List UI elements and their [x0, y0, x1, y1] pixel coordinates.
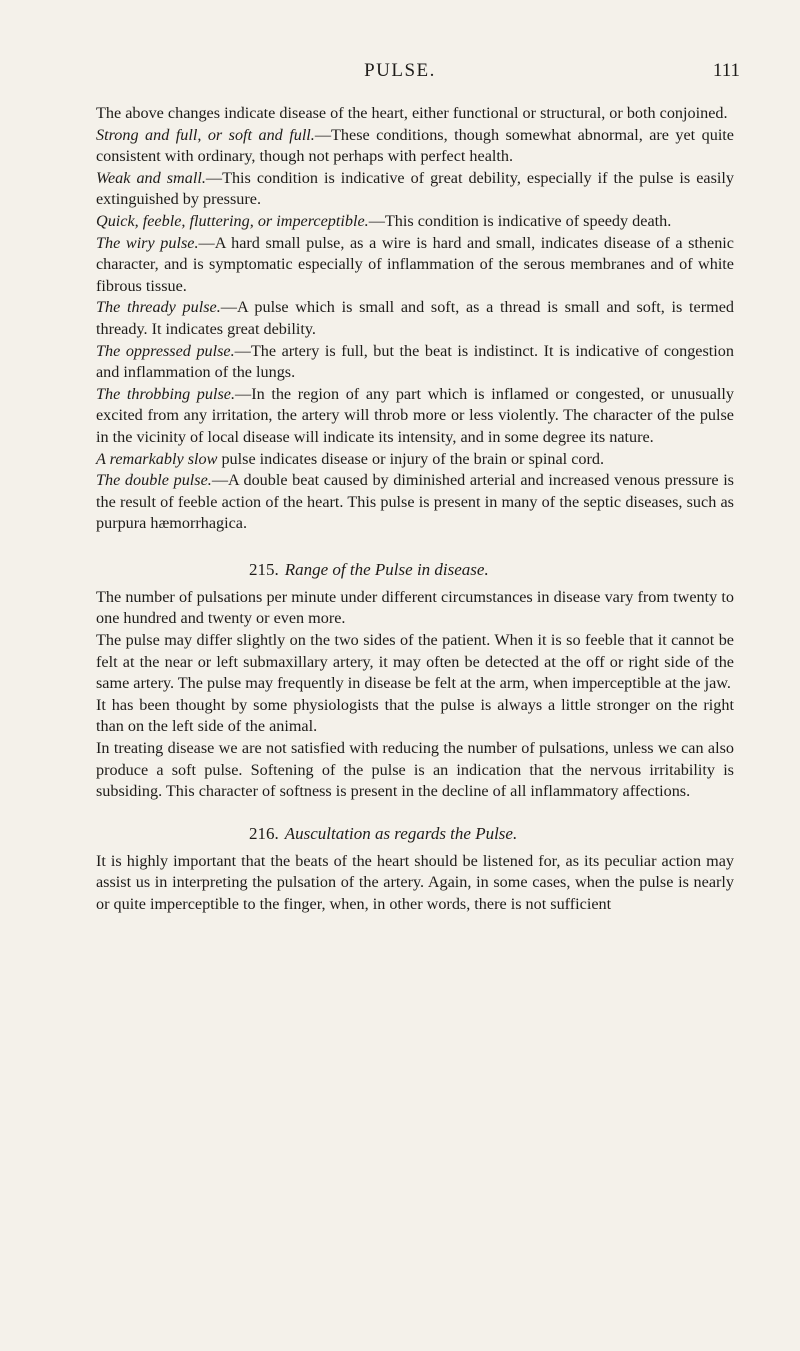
pulse-entry — [96, 233, 734, 298]
entry-term: The thready pulse. — [96, 298, 221, 317]
entry-term: The double pulse. — [96, 471, 212, 490]
entry-text: pulse indicates disease or injury of the brain or spinal cord. — [217, 449, 605, 468]
entry-text: —In the region of any part which is inflamed or congested, or unusually excited from any irritation, the artery will throb more or less violently. The character of the pulse in the vicinity of local disease will indicate its intensity, and in some degree its nature. — [96, 384, 734, 446]
pulse-entry — [96, 168, 734, 211]
section-heading — [96, 559, 734, 581]
running-head: PULSE. — [364, 60, 436, 81]
entry-text: —A pulse which is small and soft, as a thread is small and soft, is termed thready. It indicates great debility. — [96, 298, 734, 338]
entry-term: Strong and full, or soft and full. — [96, 125, 315, 144]
pulse-entry — [96, 470, 734, 535]
pulse-entry — [96, 211, 734, 233]
section-title: Range of the Pulse in disease. — [284, 559, 489, 579]
entry-term: A remarkably slow — [96, 449, 218, 468]
section-number: 216. — [249, 823, 279, 843]
paragraph: It has been thought by some physiologists that the pulse is always a little stronger on the right than on the left side of the animal. — [96, 695, 734, 736]
pulse-entry — [96, 297, 734, 340]
entry-text: —These conditions, though somewhat abnormal, are yet quite consistent with ordinary, though not perhaps with perfect health. — [96, 125, 734, 166]
entry-term: Quick, feeble, fluttering, or imperceptible. — [96, 211, 369, 230]
section-heading — [96, 823, 734, 845]
paragraph: It is highly important that the beats of the heart should be listened for, as its peculiar action may assist us in interpreting the pulsation of the artery. Again, in some cases, when the pulse is nearly or quite imperceptible to the finger, when, in other words, there is not sufficient — [96, 851, 734, 913]
pulse-entry — [96, 341, 734, 384]
entry-text: —A hard small pulse, as a wire is hard and small, indicates disease of a sthenic character, and is symptomatic especially of inflammation of the serous membranes and of white fibrous tissue. — [96, 233, 734, 295]
entry-text: —The artery is full, but the beat is indistinct. It is indicative of congestion and inflammation of the lungs. — [96, 341, 734, 382]
pulse-entry — [96, 125, 734, 168]
paragraph: In treating disease we are not satisfied with reducing the number of pulsations, unless we can also produce a soft pulse. Softening of the pulse is an indication that the nervous irritability is subsiding. This character of softness is present in the decline of all inflammatory affections. — [96, 739, 734, 801]
entry-text: —A double beat caused by diminished arterial and increased venous pressure is the result of feeble action of the heart. This pulse is present in many of the septic diseases, such as purpura hæmorrhagica. — [96, 471, 734, 533]
page-body — [96, 103, 734, 916]
entry-term: The throbbing pulse. — [96, 384, 236, 403]
page-header — [0, 60, 800, 90]
entry-text: —This condition is indicative of speedy death. — [368, 211, 672, 230]
entry-term: The wiry pulse. — [96, 233, 199, 252]
entry-term: Weak and small. — [96, 168, 206, 187]
paragraph: The number of pulsations per minute under different circumstances in disease vary from twenty to one hundred and twenty or even more. — [96, 587, 734, 628]
paragraph: The above changes indicate disease of the heart, either functional or structural, or both conjoined. — [96, 104, 728, 122]
page-number: 111 — [712, 60, 740, 81]
section-number: 215. — [249, 559, 279, 579]
paragraph: The pulse may differ slightly on the two sides of the patient. When it is so feeble that it cannot be felt at the near or left submaxillary artery, it may often be detected at the off or right side of the same artery. The pulse may frequently in disease be felt at the arm, when imperceptible at the jaw. — [96, 631, 734, 693]
section-title: Auscultation as regards the Pulse. — [284, 823, 518, 843]
pulse-entry — [96, 449, 734, 471]
pulse-entry — [96, 384, 734, 449]
entry-text: —This condition is indicative of great debility, especially if the pulse is easily extinguished by pressure. — [96, 168, 734, 209]
entry-term: The oppressed pulse. — [96, 341, 235, 360]
